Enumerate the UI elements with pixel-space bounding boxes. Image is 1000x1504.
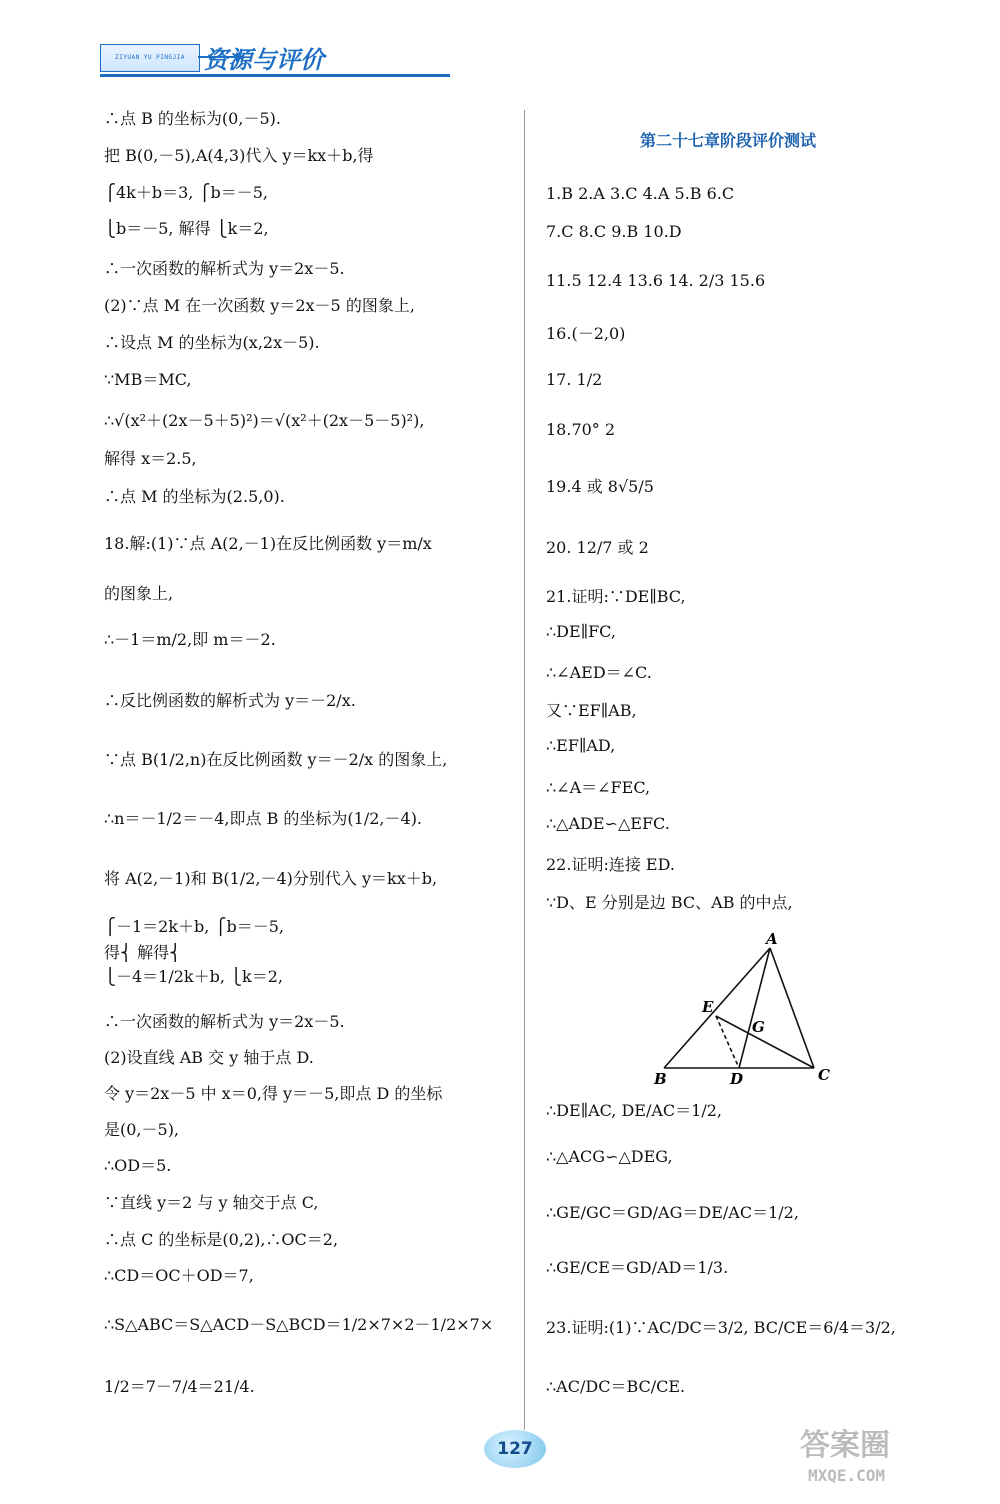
text-line: 7.C 8.C 9.B 10.D [546,222,682,241]
text-line: ∴GE/CE＝GD/AD＝1/3. [546,1258,729,1277]
label-c: C [818,1066,830,1084]
text-line: ∴点 C 的坐标是(0,2),∴OC＝2, [104,1230,339,1249]
text-line: ∴设点 M 的坐标为(x,2x－5). [104,333,320,352]
text-line: 17. 1/2 [546,370,603,389]
section-title: 第二十七章阶段评价测试 [640,131,817,150]
text-line: ∴－1＝m/2,即 m＝－2. [104,630,276,649]
text-line: ⎧－1＝2k＋b, ⎧b＝－5, [104,917,284,936]
label-d: D [730,1070,744,1088]
label-a: A [766,930,778,948]
text-line: ∴GE/GC＝GD/AG＝DE/AC＝1/2, [546,1203,799,1222]
text-line: 1.B 2.A 3.C 4.A 5.B 6.C [546,184,735,203]
text-line: (2)∵点 M 在一次函数 y＝2x－5 的图象上, [104,296,415,315]
text-line: ∴反比例函数的解析式为 y＝－2/x. [104,691,356,710]
text-line: 21.证明:∵DE∥BC, [546,587,686,606]
text-line: ∴∠A＝∠FEC, [546,778,651,797]
text-line: ⎩－4＝1/2k＋b, ⎩k＝2, [104,967,284,986]
text-line: 得⎨ 解得⎨ [104,943,182,962]
header-strip: ZIYUAN YU PINGJIA [100,44,200,72]
text-line: ∵点 B(1/2,n)在反比例函数 y＝－2/x 的图象上, [104,750,448,769]
text-line: ∴点 M 的坐标为(2.5,0). [104,487,285,506]
triangle-figure [640,930,840,1090]
text-line: ∵MB＝MC, [104,370,192,389]
text-line: (2)设直线 AB 交 y 轴于点 D. [104,1048,314,1067]
text-line: ∴DE∥AC, DE/AC＝1/2, [546,1101,723,1120]
page-number: 127 [484,1430,546,1468]
text-line: ⎩b＝－5, 解得 ⎩k＝2, [104,219,269,238]
text-line: ∴S△ABC＝S△ACD－S△BCD＝1/2×7×2－1/2×7× [104,1315,494,1334]
text-line: ∵D、E 分别是边 BC、AB 的中点, [546,893,793,912]
text-line: ∴∠AED＝∠C. [546,663,652,682]
text-line: ⎧4k＋b＝3, ⎧b＝－5, [104,183,268,202]
label-b: B [654,1070,667,1088]
text-line: ∴DE∥FC, [546,622,616,641]
text-line: 16.(－2,0) [546,324,626,343]
text-line: 22.证明:连接 ED. [546,855,675,874]
text-line: ∴△ACG∽△DEG, [546,1147,673,1166]
text-line: ∴√(x²＋(2x－5＋5)²)＝√(x²＋(2x－5－5)²), [104,411,425,430]
text-line: 1/2＝7－7/4＝21/4. [104,1377,255,1396]
text-line: 18.70° 2 [546,420,616,439]
text-line: ∴△ADE∽△EFC. [546,814,670,833]
text-line: 的图象上, [104,584,174,603]
watermark-url: MXQE.COM [808,1466,886,1485]
segment-ed [716,1016,739,1068]
text-line: 18.解:(1)∵点 A(2,－1)在反比例函数 y＝m/x [104,534,432,553]
text-line: ∴EF∥AD, [546,736,616,755]
page-header [100,38,360,78]
text-line: 23.证明:(1)∵AC/DC＝3/2, BC/CE＝6/4＝3/2, [546,1318,896,1337]
segment-ec [716,1016,814,1068]
text-line: 把 B(0,－5),A(4,3)代入 y＝kx＋b,得 [104,146,374,165]
text-line: ∴n＝－1/2＝－4,即点 B 的坐标为(1/2,－4). [104,809,423,828]
text-line: 解得 x＝2.5, [104,449,197,468]
text-line: 令 y＝2x－5 中 x＝0,得 y＝－5,即点 D 的坐标 [104,1084,443,1103]
text-line: 是(0,－5), [104,1120,180,1139]
text-line: ∴一次函数的解析式为 y＝2x－5. [104,259,345,278]
text-line: 19.4 或 8√5/5 [546,477,654,496]
header-rule [100,74,450,77]
text-line: ∴CD＝OC＋OD＝7, [104,1266,254,1285]
text-line: ∴AC/DC＝BC/CE. [546,1377,686,1396]
label-e: E [702,998,714,1016]
header-title: 资源与评价 [204,46,324,74]
text-line: ∴点 B 的坐标为(0,－5). [104,109,281,128]
text-line: ∴一次函数的解析式为 y＝2x－5. [104,1012,345,1031]
text-line: 20. 12/7 或 2 [546,538,649,557]
edge-ac [770,948,814,1068]
column-divider [524,110,525,1430]
text-line: 将 A(2,－1)和 B(1/2,－4)分别代入 y＝kx＋b, [104,869,438,888]
watermark-text: 答案圈 [800,1428,890,1463]
text-line: 11.5 12.4 13.6 14. 2/3 15.6 [546,271,766,290]
text-line: ∴OD＝5. [104,1156,172,1175]
text-line: 又∵EF∥AB, [546,701,637,720]
text-line: ∵直线 y＝2 与 y 轴交于点 C, [104,1193,319,1212]
label-g: G [752,1018,765,1036]
